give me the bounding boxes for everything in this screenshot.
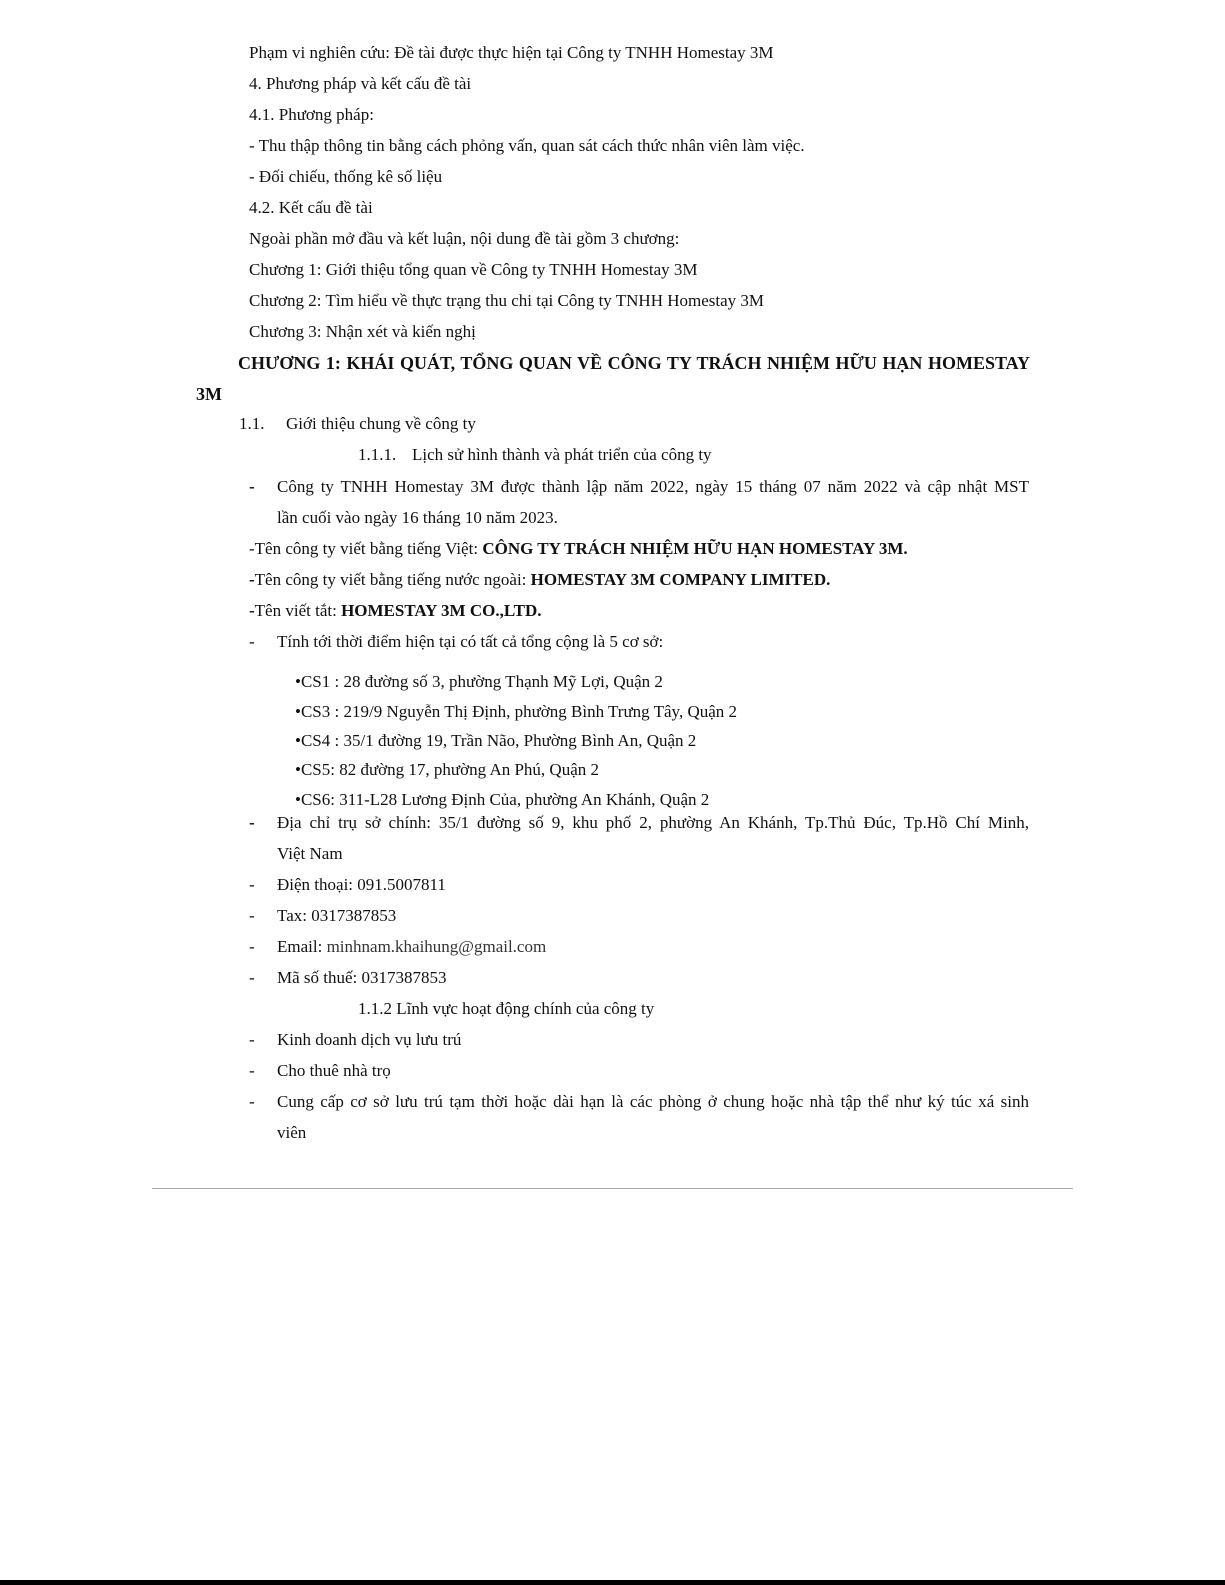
short-name-label: Tên viết tắt: <box>254 601 342 620</box>
founding-line-1: Công ty TNHH Homestay 3M được thành lập năm 2022, ngày 15 tháng 07 năm 2022 và cập nhật MST <box>277 477 1029 496</box>
method-item-1: - Thu thập thông tin bằng cách phỏng vấn, quan sát cách thức nhân viên làm việc. <box>249 136 805 155</box>
bullet-dash: - <box>249 875 255 894</box>
foreign-name-dash: - <box>249 570 255 589</box>
bullet-dash: - <box>249 813 255 832</box>
email-line <box>277 937 546 957</box>
method-subheading: 4.1. Phương pháp: <box>249 105 374 124</box>
chapter-heading-line1: CHƯƠNG 1: KHÁI QUÁT, TỔNG QUAN VỀ CÔNG TY TRÁCH NHIỆM HỮU HẠN HOMESTAY <box>238 353 1030 373</box>
page-separator <box>152 1188 1073 1189</box>
short-name-line <box>249 601 541 621</box>
hq-address-line-2: Việt Nam <box>277 844 343 863</box>
bullet-dash: - <box>249 1030 255 1049</box>
branches-intro: Tính tới thời điểm hiện tại có tất cả tổng cộng là 5 cơ sở: <box>277 632 664 651</box>
bullet-dash: - <box>249 477 255 496</box>
activity-item: Kinh doanh dịch vụ lưu trú <box>277 1030 462 1049</box>
vn-name-line <box>249 539 908 559</box>
bullet-dash: - <box>249 906 255 925</box>
foreign-name-line <box>249 570 830 590</box>
tax-code-line: Mã số thuế: 0317387853 <box>277 968 447 987</box>
bullet-dash: - <box>249 1061 255 1080</box>
branch-item: •CS3 : 219/9 Nguyễn Thị Định, phường Bình Trưng Tây, Quận 2 <box>295 702 738 721</box>
section-1-1-1-number: 1.1.1. <box>358 445 397 464</box>
section-1-1-1-title: Lịch sử hình thành và phát triển của công ty <box>412 445 712 464</box>
bullet-dash: - <box>249 1092 255 1111</box>
structure-subheading: 4.2. Kết cấu đề tài <box>249 198 373 217</box>
activity-3-line-2: viên <box>277 1123 307 1142</box>
foreign-name-label: Tên công ty viết bằng tiếng nước ngoài: <box>254 570 531 589</box>
hq-address-line-1: Địa chỉ trụ sở chính: 35/1 đường số 9, khu phố 2, phường An Khánh, Tp.Thủ Đúc, Tp.Hồ Chí Minh, <box>277 813 1029 832</box>
bullet-dash: - <box>249 968 255 987</box>
vn-name-value: CÔNG TY TRÁCH NHIỆM HỮU HẠN HOMESTAY 3M. <box>482 539 908 558</box>
chapter-heading-line2: 3M <box>196 384 222 404</box>
structure-intro: Ngoài phần mở đầu và kết luận, nội dung đề tài gồm 3 chương: <box>249 229 680 248</box>
activity-3-line-1: Cung cấp cơ sở lưu trú tạm thời hoặc dài hạn là các phòng ở chung hoặc nhà tập thể như ký túc xá sinh <box>277 1092 1029 1111</box>
chapter-2-summary: Chương 2: Tìm hiểu về thực trạng thu chi tại Công ty TNHH Homestay 3M <box>249 291 765 310</box>
branch-item: •CS1 : 28 đường số 3, phường Thạnh Mỹ Lợi, Quận 2 <box>295 672 663 691</box>
branch-item: •CS5: 82 đường 17, phường An Phú, Quận 2 <box>295 760 599 779</box>
methods-heading: 4. Phương pháp và kết cấu đề tài <box>249 74 472 93</box>
tax-line: Tax: 0317387853 <box>277 906 397 925</box>
chapter-3-summary: Chương 3: Nhận xét và kiến nghị <box>249 322 476 341</box>
scope-line: Phạm vi nghiên cứu: Đề tài được thực hiện tại Công ty TNHH Homestay 3M <box>249 43 774 62</box>
section-1-1-title: Giới thiệu chung về công ty <box>286 414 476 433</box>
email-label: Email: <box>277 937 327 956</box>
bottom-edge <box>0 1580 1225 1585</box>
short-name-value: HOMESTAY 3M CO.,LTD. <box>341 601 542 620</box>
branch-item: •CS6: 311-L28 Lương Định Của, phường An Khánh, Quận 2 <box>295 790 710 809</box>
activity-item: Cho thuê nhà trọ <box>277 1061 391 1080</box>
branch-item: •CS4 : 35/1 đường 19, Trần Não, Phường Bình An, Quận 2 <box>295 731 697 750</box>
phone-line: Điện thoại: 091.5007811 <box>277 875 446 894</box>
foreign-name-value: HOMESTAY 3M COMPANY LIMITED. <box>530 570 831 589</box>
chapter-1-summary: Chương 1: Giới thiệu tổng quan về Công ty TNHH Homestay 3M <box>249 260 698 279</box>
method-item-2: - Đối chiếu, thống kê số liệu <box>249 167 443 186</box>
founding-line-2: lần cuối vào ngày 16 tháng 10 năm 2023. <box>277 508 558 527</box>
vn-name-label: -Tên công ty viết bằng tiếng Việt: <box>249 539 483 558</box>
email-link[interactable]: minhnam.khaihung@gmail.com <box>326 937 547 956</box>
bullet-dash: - <box>249 632 255 651</box>
section-1-1-number: 1.1. <box>239 414 265 433</box>
short-name-dash: - <box>249 601 255 620</box>
section-1-1-2-title: 1.1.2 Lĩnh vực hoạt động chính của công ty <box>358 999 655 1018</box>
bullet-dash: - <box>249 937 255 956</box>
